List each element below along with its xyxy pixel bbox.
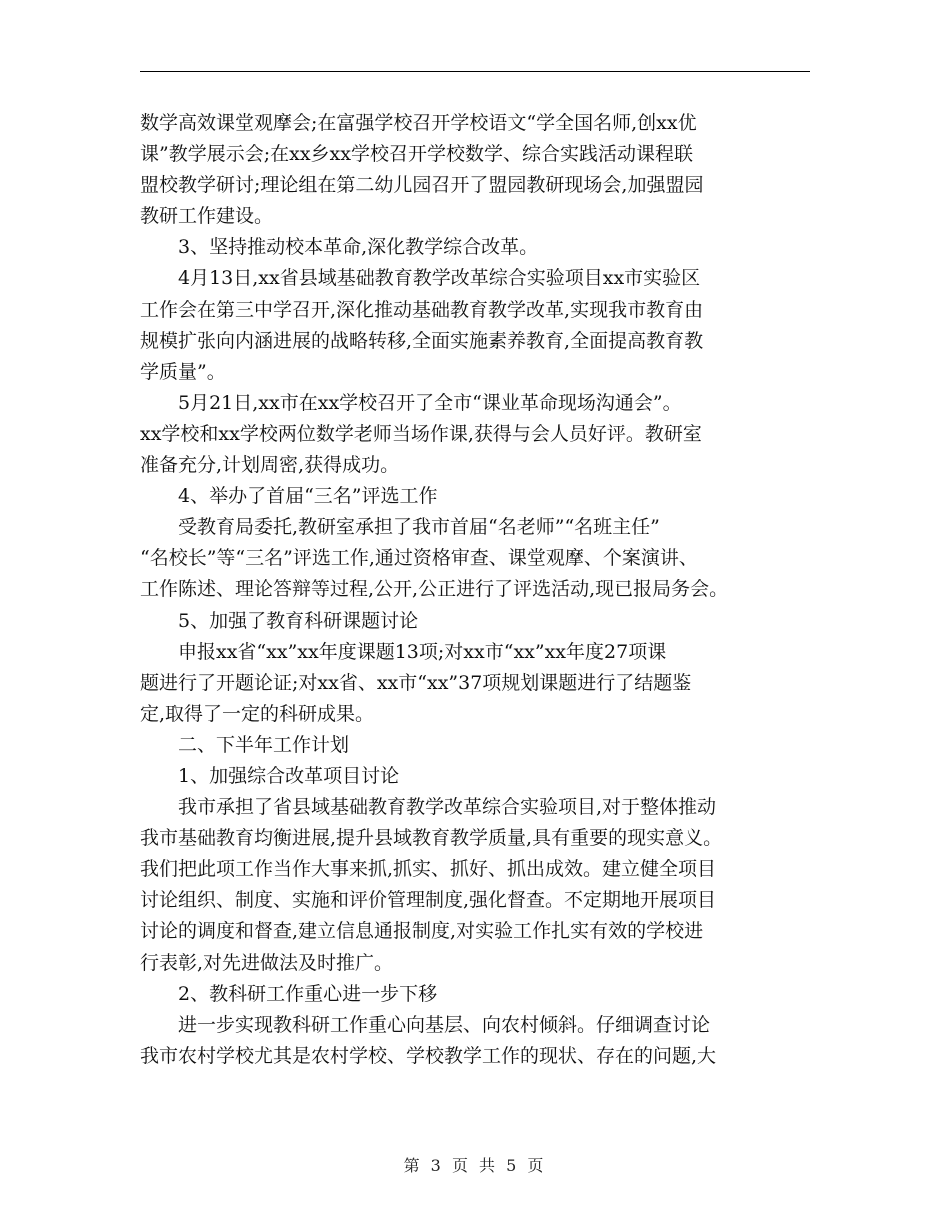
text-line: 数学高效课堂观摩会;在富强学校召开学校语文“学全国名师,创xx优 xyxy=(140,112,697,134)
text-line: 教研工作建设。 xyxy=(140,205,274,228)
text-line: 受教育局委托,教研室承担了我市首届“名老师”“名班主任” xyxy=(178,516,660,539)
text-line: 准备充分,计划周密,获得成功。 xyxy=(140,454,400,477)
text-line: 课”教学展示会;在xx乡xx学校召开学校数学、综合实践活动课程联 xyxy=(140,143,693,166)
section-heading: 5、加强了教育科研课题讨论 xyxy=(178,609,419,632)
text-line: 工作会在第三中学召开,深化推动基础教育教学改革,实现我市教育由 xyxy=(140,298,704,321)
text-line: 学质量”。 xyxy=(140,360,226,383)
text-line: 定,取得了一定的科研成果。 xyxy=(140,702,375,725)
text-line: 4月13日,xx省县域基础教育教学改革综合实验项目xx市实验区 xyxy=(178,267,701,290)
text-line: 5月21日,xx市在xx学校召开了全市“课业革命现场沟通会”。 xyxy=(178,391,682,414)
section-heading: 1、加强综合改革项目讨论 xyxy=(178,764,400,787)
text-line: xx学校和xx学校两位数学老师当场作课,获得与会人员好评。教研室 xyxy=(140,422,702,445)
section-heading: 2、教科研工作重心进一步下移 xyxy=(178,982,438,1005)
text-line: 讨论组织、制度、实施和评价管理制度,强化督查。不定期地开展项目 xyxy=(140,889,717,912)
text-line: 盟校教学研讨;理论组在第二幼儿园召开了盟园教研现场会,加强盟园 xyxy=(140,174,704,197)
text-line: 讨论的调度和督查,建立信息通报制度,对实验工作扎实有效的学校进 xyxy=(140,920,704,943)
section-heading: 二、下半年工作计划 xyxy=(178,733,350,756)
text-line: 工作陈述、理论答辩等过程,公开,公正进行了评选活动,现已报局务会。 xyxy=(140,578,729,601)
text-line: 题进行了开题论证;对xx省、xx市“xx”37项规划课题进行了结题鉴 xyxy=(140,671,692,694)
text-line: 规模扩张向内涵进展的战略转移,全面实施素养教育,全面提高教育教 xyxy=(140,329,704,352)
text-line: 我市承担了省县域基础教育教学改革综合实验项目,对于整体推动 xyxy=(178,796,717,819)
section-heading: 3、坚持推动校本革命,深化教学综合改革。 xyxy=(178,236,539,259)
page-number: 第 3 页 共 5 页 xyxy=(403,1156,547,1175)
text-line: 申报xx省“xx”xx年度课题13项;对xx市“xx”xx年度27项课 xyxy=(178,640,667,663)
text-line: “名校长”等“三名”评选工作,通过资格审查、课堂观摩、个案演讲、 xyxy=(140,547,698,570)
text-line: 我们把此项工作当作大事来抓,抓实、抓好、抓出成效。建立健全项目 xyxy=(140,858,717,881)
document-body xyxy=(140,108,810,1072)
header-rule xyxy=(140,71,810,72)
text-line: 行表彰,对先进做法及时推广。 xyxy=(140,951,394,974)
section-heading: 4、举办了首届“三名”评选工作 xyxy=(178,485,438,508)
text-line: 进一步实现教科研工作重心向基层、向农村倾斜。仔细调查讨论 xyxy=(178,1013,711,1036)
text-line: 我市基础教育均衡进展,提升县域教育教学质量,具有重要的现实意义。 xyxy=(140,827,723,850)
text-line: 我市农村学校尤其是农村学校、学校教学工作的现状、存在的问题,大 xyxy=(140,1044,717,1067)
